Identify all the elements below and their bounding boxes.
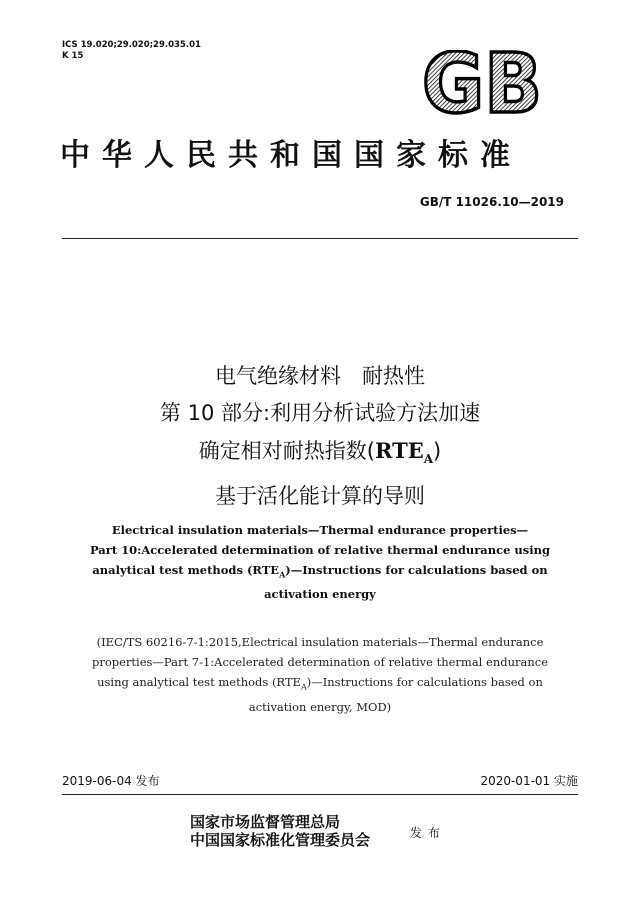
classification-codes <box>62 40 201 62</box>
issuing-authorities <box>190 813 370 849</box>
iec-reference <box>50 632 590 717</box>
iec-reference-line-4: activation energy, MOD) <box>248 700 392 715</box>
issuer-line-2: 中国国家标准化管理委员会 <box>190 831 371 849</box>
issue-date: 2019-06-04 发布 <box>62 774 160 788</box>
chinese-title <box>40 358 600 515</box>
issue-label: 发布 <box>410 826 447 840</box>
chinese-title-line-1: 电气绝缘材料 耐热性 <box>215 364 425 388</box>
english-title-line-2: Part 10:Accelerated determination of relative thermal endurance using <box>89 543 551 557</box>
iec-reference-line-3: using analytical test methods $(RTE_A)—Instructions$ for calculations based on <box>97 675 543 692</box>
standard-number: GB/T 11026.10—2019 <box>419 195 564 209</box>
ics-code: ICS 19.020;29.020;29.035.01 <box>62 40 201 50</box>
gb-logo-text: GB <box>422 50 542 116</box>
chinese-title-line-3 <box>40 432 600 478</box>
iec-reference-line-1: (IEC/TS 60216-7-1:2015,Electrical insulation materials—Thermal endurance <box>96 635 544 649</box>
iec-reference-line-2: properties—Part 7-1:Accelerated determination of relative thermal endurance <box>91 655 549 669</box>
page-title: 中华人民共和国国家标准 <box>60 138 522 173</box>
issuer-line-1: 国家市场监督管理总局 <box>190 813 341 831</box>
chinese-title-line-2: 第 10 部分:利用分析试验方法加速 <box>159 401 481 425</box>
implementation-date: 2020-01-01 实施 <box>480 774 578 788</box>
gb-logo <box>420 50 544 116</box>
divider-bottom <box>62 794 578 795</box>
chinese-title-line-4: 基于活化能计算的导则 <box>215 484 425 509</box>
chinese-title-line-3-suffix: ) <box>433 439 442 463</box>
english-title-line-1: Electrical insulation materials—Thermal endurance properties— <box>111 523 529 537</box>
ccs-code: K 15 <box>62 51 84 61</box>
english-title <box>60 520 580 604</box>
english-title-line-4: activation energy <box>264 587 376 602</box>
chinese-title-line-3-prefix: 确定相对耐热指数( <box>198 439 375 463</box>
rte-abbreviation: $RTE_A$ <box>374 438 434 467</box>
english-title-line-3: analytical test methods $(RTE_A)—Instructions$ for calculations based on <box>92 563 548 580</box>
divider-top <box>62 238 578 239</box>
